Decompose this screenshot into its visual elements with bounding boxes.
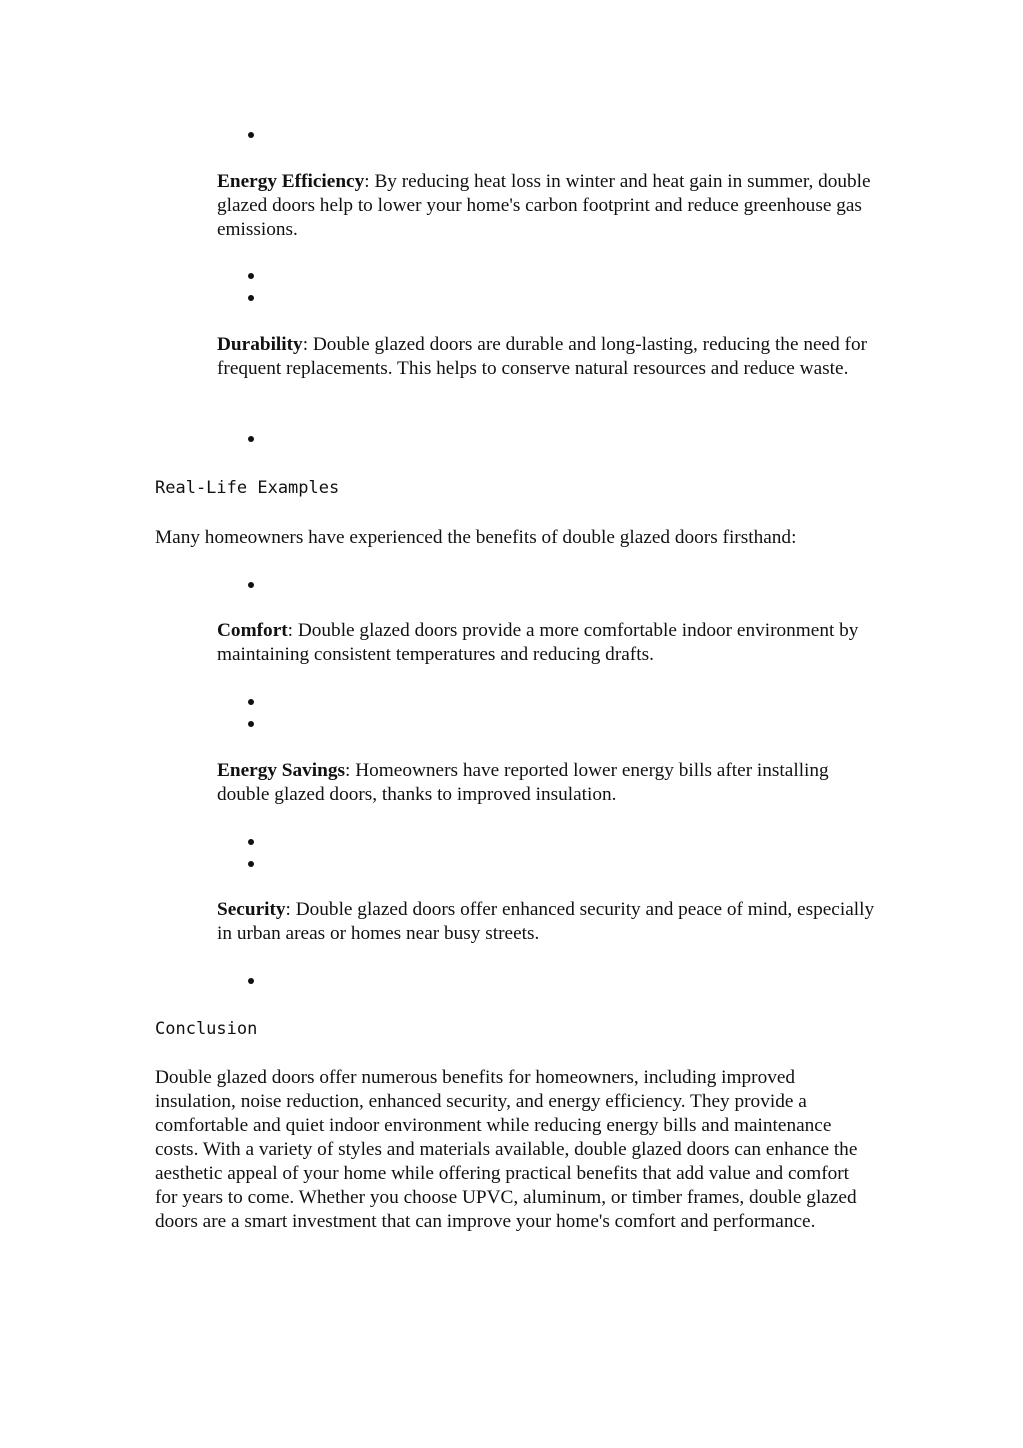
item-text: : By reducing heat loss in winter and heat gain in summer, double glazed doors help to lower your home's carbon footprint and reduce greenhouse gas emissions. [217,171,871,240]
conclusion-paragraph: Double glazed doors offer numerous benefits for homeowners, including improved insulation, noise reduction, enhanced security, and energy efficiency. They provide a comfortable and quiet indoor environment while reducing energy bills and maintenance costs. With a variety of styles and materials available, double glazed doors can enhance the aesthetic appeal of your home while offering practical benefits that add value and comfort for years to come. Whether you choose UPVC, aluminum, or timber frames, double glazed doors are a smart investment that can improve your home's comfort and performance. [155,1067,858,1232]
bullet-icon [246,270,258,282]
list-item-comfort [217,619,877,667]
list-item-energy-efficiency [217,170,877,242]
item-text: : Double glazed doors are durable and long-lasting, reducing the need for frequent replacements. This helps to conserve natural resources and reduce waste. [217,334,868,379]
bullet-icon [246,433,258,445]
item-term: Energy Savings [217,760,346,781]
bullet-icon [246,696,258,708]
list-item-energy-savings [217,759,877,807]
bullet-icon [246,718,258,730]
item-text: : Homeowners have reported lower energy bills after installing double glazed doors, thanks to improved insulation. [217,760,829,805]
item-term: Comfort [217,620,288,641]
bullet-icon [246,292,258,304]
list-item-security [217,898,877,946]
bullet-icon [246,579,258,591]
item-term: Energy Efficiency [217,171,365,192]
item-text: : Double glazed doors provide a more comfortable indoor environment by maintaining consistent temperatures and reducing drafts. [217,620,859,665]
item-text: : Double glazed doors offer enhanced security and peace of mind, especially in urban areas or homes near busy streets. [217,899,875,944]
bullet-icon [246,858,258,870]
section-heading-conclusion: Conclusion [155,1019,258,1039]
real-life-intro: Many homeowners have experienced the benefits of double glazed doors firsthand: [155,527,797,548]
bullet-icon [246,836,258,848]
bullet-icon [246,975,258,987]
list-item-durability [217,333,877,381]
item-term: Security [217,899,286,920]
item-term: Durability [217,334,303,355]
section-heading-real-life: Real-Life Examples [155,478,340,498]
bullet-icon [246,129,258,141]
